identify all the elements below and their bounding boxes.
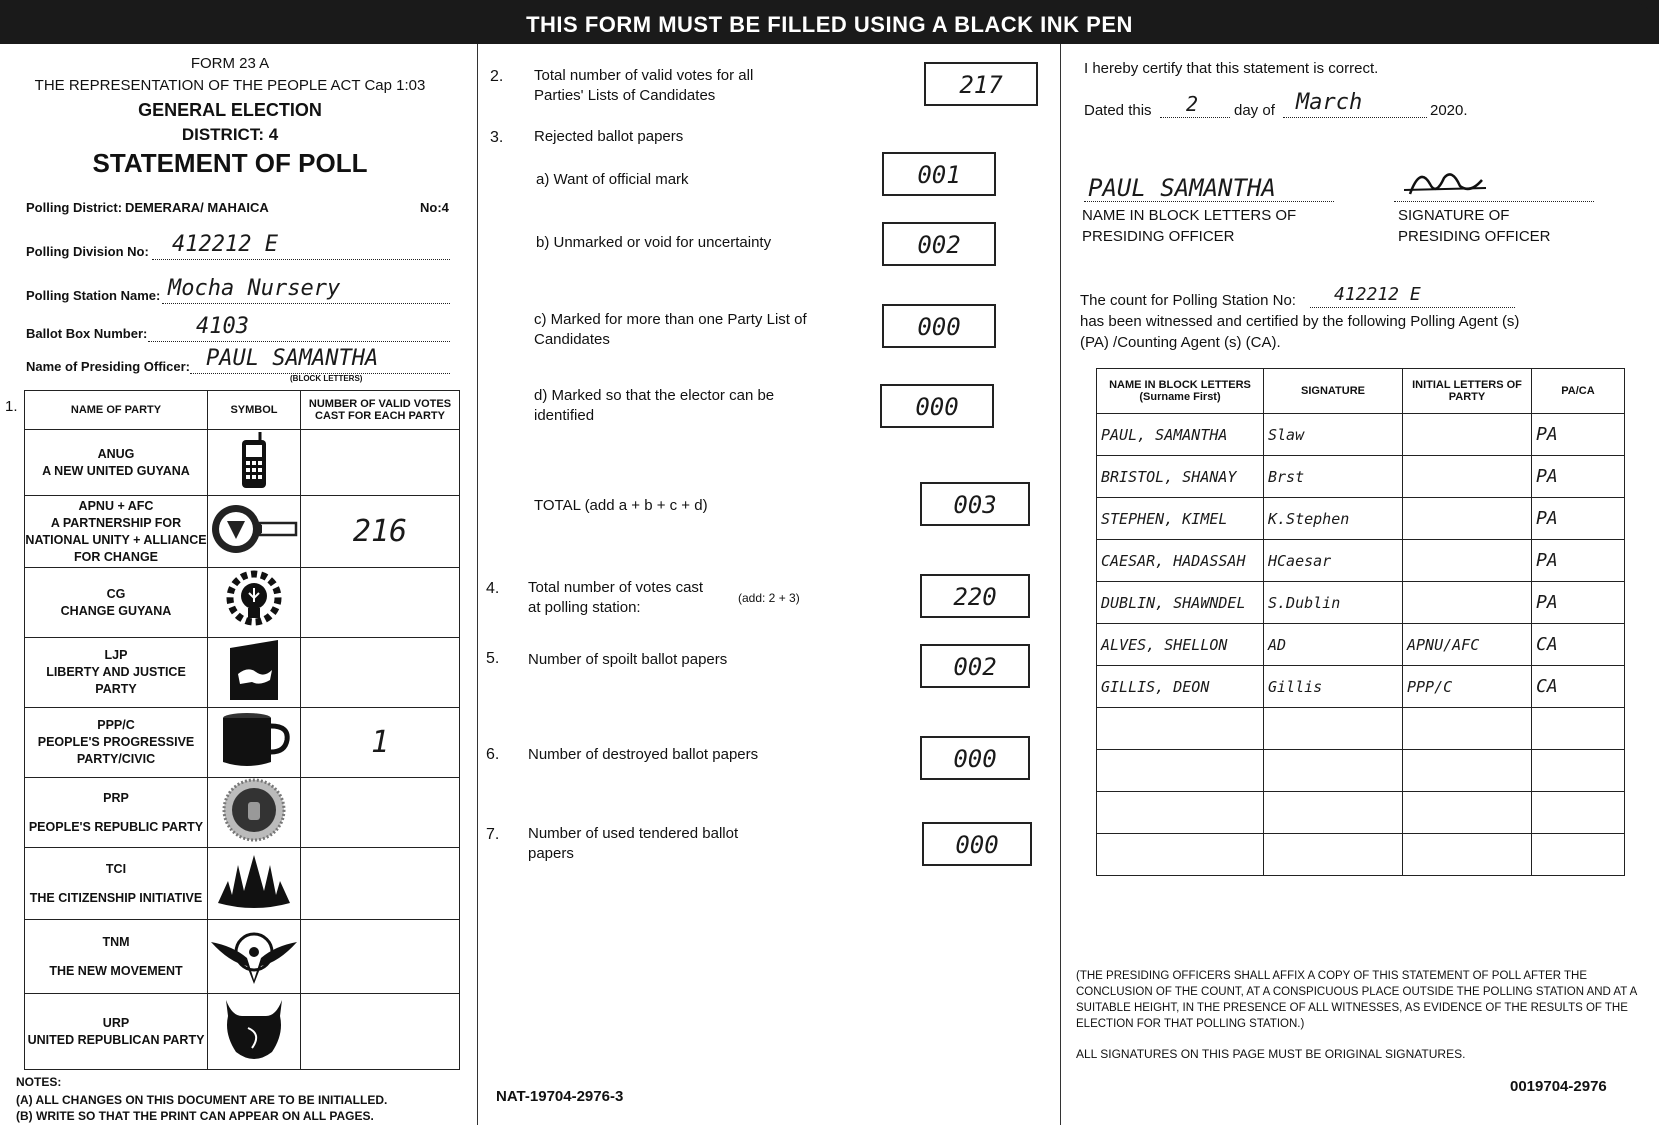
polling-station-value: Mocha Nursery [168, 276, 341, 301]
party-name: PEOPLE'S REPUBLIC PARTY [28, 819, 204, 834]
election-title: GENERAL ELECTION [138, 100, 322, 120]
ballot-box-label: Ballot Box Number: [26, 326, 148, 341]
agent-role: PA [1532, 582, 1625, 624]
party-abbr: TCI [105, 861, 127, 876]
table-row [25, 708, 460, 778]
agent-party [1403, 792, 1532, 834]
table-row [25, 430, 460, 496]
affix-note: (THE PRESIDING OFFICERS SHALL AFFIX A COPY OF THIS STATEMENT OF POLL AFTER THE CONCLUSION OF THE COUNT, AT A CONSPICUOUS PLACE OUTSIDE THE POLLING STATION AND AT A SUITABLE HEIGHT, IN THE PRESENCE OF ALL WITNESSES, AS EVIDENCE OF THE RESULTS OF THE ELECTION FOR THAT POLLING STATION.) [1076, 970, 1637, 1030]
agent-name [1097, 750, 1264, 792]
col-agent-name: NAME IN BLOCK LETTERS (Surname First) [1097, 369, 1264, 414]
party-name: A NEW UNITED GUYANA [42, 463, 190, 478]
votes-cell [301, 994, 460, 1070]
agent-signature [1264, 750, 1403, 792]
page-title: STATEMENT OF POLL [92, 148, 368, 178]
item-3c-value: 000 [882, 304, 996, 348]
agent-name: DUBLIN, SHAWNDEL [1097, 582, 1264, 624]
agent-signature [1264, 834, 1403, 876]
polling-district-no: No:4 [420, 200, 449, 215]
party-abbr: CG [106, 586, 126, 601]
agent-name [1097, 792, 1264, 834]
agent-role: PA [1532, 414, 1625, 456]
agent-party [1403, 414, 1532, 456]
agents-table [1096, 368, 1625, 876]
col-party-initials: INITIAL LETTERS OF PARTY [1403, 369, 1532, 414]
dotted-line [162, 302, 450, 304]
party-cell [25, 994, 208, 1070]
column-divider-right [1060, 44, 1061, 1125]
item-2-value: 217 [924, 62, 1038, 106]
count-prefix: The count for Polling Station No: [1080, 292, 1296, 309]
dotted-line [1394, 200, 1594, 202]
votes-cell: 1 [301, 708, 460, 778]
ballot-box-value: 4103 [196, 314, 249, 339]
votes-cell [301, 920, 460, 994]
dated-year: 2020. [1430, 102, 1468, 119]
agent-party [1403, 750, 1532, 792]
document-code: NAT-19704-2976-3 [496, 1088, 624, 1105]
dated-prefix: Dated this [1084, 102, 1152, 119]
votes-cell [301, 638, 460, 708]
party-name: LIBERTY AND JUSTICE PARTY [46, 665, 186, 696]
agent-signature: Slaw [1264, 414, 1403, 456]
presiding-officer-label: Name of Presiding Officer: [26, 359, 190, 374]
agent-signature: Brst [1264, 456, 1403, 498]
agent-name [1097, 834, 1264, 876]
agent-signature: AD [1264, 624, 1403, 666]
item-3d-value: 000 [880, 384, 994, 428]
dated-month: March [1296, 90, 1363, 115]
agent-role [1532, 792, 1625, 834]
party-abbr: URP [102, 1015, 130, 1030]
party-cell [25, 848, 208, 920]
bull-icon [208, 994, 301, 1070]
agent-party [1403, 834, 1532, 876]
original-signatures-note: ALL SIGNATURES ON THIS PAGE MUST BE ORIGINAL SIGNATURES. [1076, 1047, 1466, 1061]
polling-division-value: 412212 E [172, 232, 278, 257]
table-row [25, 568, 460, 638]
agent-name [1097, 708, 1264, 750]
agent-signature: K.Stephen [1264, 498, 1403, 540]
col-pa-ca: PA/CA [1532, 369, 1625, 414]
dated-day: 2 [1186, 92, 1199, 116]
leaf-burst-icon [208, 848, 301, 920]
party-name: THE CITIZENSHIP INITIATIVE [29, 890, 203, 905]
party-cell [25, 708, 208, 778]
agent-role: PA [1532, 456, 1625, 498]
polling-division-label: Polling Division No: [26, 244, 149, 259]
agent-name: BRISTOL, SHANAY [1097, 456, 1264, 498]
table-row [1097, 834, 1625, 876]
item-3a-value: 001 [882, 152, 996, 196]
party-cell [25, 430, 208, 496]
agent-role [1532, 834, 1625, 876]
item-3d-label: d) Marked so that the elector can be identified [534, 387, 775, 424]
table-row [1097, 414, 1625, 456]
table-row [1097, 540, 1625, 582]
agent-name: CAESAR, HADASSAH [1097, 540, 1264, 582]
item-1-number: 1. [5, 398, 18, 415]
item-3a-label: a) Want of official mark [536, 171, 689, 188]
table-row [1097, 498, 1625, 540]
total-value: 003 [920, 482, 1030, 526]
handshake-icon [208, 638, 301, 708]
agent-role: CA [1532, 624, 1625, 666]
act-title: THE REPRESENTATION OF THE PEOPLE ACT Cap 1:03 [34, 77, 426, 94]
votes-cell: 216 [301, 496, 460, 568]
party-abbr: PRP [103, 790, 129, 805]
item-6-label: Number of destroyed ballot papers [528, 746, 759, 763]
agent-signature: HCaesar [1264, 540, 1403, 582]
party-abbr: LJP [104, 648, 128, 662]
dotted-line [152, 258, 450, 260]
item-7-number: 7. [486, 826, 500, 843]
table-row [1097, 708, 1625, 750]
serial-number: 0019704-2976 [1510, 1078, 1607, 1095]
item-7-label: Number of used tendered ballot papers [528, 825, 739, 862]
item-3-label: Rejected ballot papers [534, 128, 684, 145]
table-row [25, 994, 460, 1070]
party-name: A PARTNERSHIP FOR NATIONAL UNITY + ALLIANCE FOR CHANGE [25, 515, 207, 564]
item-3c-label: c) Marked for more than one Party List of Candidates [534, 311, 807, 348]
item-2-label: Total number of valid votes for all Parties' Lists of Candidates [534, 67, 754, 104]
party-cell [25, 638, 208, 708]
total-label: TOTAL (add a + b + c + d) [534, 497, 708, 514]
item-6-number: 6. [486, 746, 500, 763]
party-cell [25, 920, 208, 994]
note-b: (B) WRITE SO THAT THE PRINT CAN APPEAR ON ALL PAGES. [16, 1109, 374, 1123]
agent-name: PAUL, SAMANTHA [1097, 414, 1264, 456]
presiding-officer-name: PAUL SAMANTHA [1088, 174, 1276, 202]
col-symbol: SYMBOL [208, 391, 301, 430]
party-name: THE NEW MOVEMENT [49, 963, 183, 978]
dated-mid: day of [1234, 102, 1275, 119]
agent-signature [1264, 708, 1403, 750]
table-row [1097, 666, 1625, 708]
cup-icon [208, 708, 301, 778]
count-rest: has been witnessed and certified by the following Polling Agent (s) (PA) /Counting Agent (s) (CA). [1080, 313, 1520, 351]
agent-role [1532, 750, 1625, 792]
agent-signature [1264, 792, 1403, 834]
form-number: FORM 23 A [190, 55, 270, 72]
party-name: CHANGE GUYANA [60, 603, 172, 618]
item-4-label: Total number of votes cast at polling station: [528, 579, 704, 616]
votes-cell [301, 568, 460, 638]
lantern-sun-icon [208, 778, 301, 848]
col-signature: SIGNATURE [1264, 369, 1403, 414]
item-6-value: 000 [920, 736, 1030, 780]
key-icon [208, 496, 301, 568]
agent-signature: S.Dublin [1264, 582, 1403, 624]
item-4-value: 220 [920, 574, 1030, 618]
dotted-line [1283, 116, 1427, 118]
phone-icon [208, 430, 301, 496]
bulb-gear-icon [208, 568, 301, 638]
certify-text: I hereby certify that this statement is correct. [1084, 60, 1379, 77]
col-valid-votes: NUMBER OF VALID VOTES CAST FOR EACH PARTY [301, 391, 460, 430]
dotted-line [1310, 306, 1515, 308]
dotted-line [148, 340, 450, 342]
votes-cell [301, 430, 460, 496]
name-label: NAME IN BLOCK LETTERS OF PRESIDING OFFICER [1082, 207, 1297, 245]
agent-name: STEPHEN, KIMEL [1097, 498, 1264, 540]
agent-name: GILLIS, DEON [1097, 666, 1264, 708]
note-a: (A) ALL CHANGES ON THIS DOCUMENT ARE TO BE INITIALLED. [16, 1093, 388, 1107]
agent-party: APNU/AFC [1403, 624, 1532, 666]
agent-role: PA [1532, 540, 1625, 582]
agent-role: PA [1532, 498, 1625, 540]
table-header-row [1097, 369, 1625, 414]
votes-cell [301, 848, 460, 920]
table-row [25, 638, 460, 708]
polling-district-label: Polling District: [26, 200, 123, 215]
eagle-icon [208, 920, 301, 994]
item-3-number: 3. [490, 129, 504, 146]
table-row [1097, 792, 1625, 834]
dotted-line [1084, 200, 1334, 202]
dotted-line [1160, 116, 1230, 118]
party-name: UNITED REPUBLICAN PARTY [27, 1032, 205, 1047]
agent-party [1403, 582, 1532, 624]
party-abbr: APNU + AFC [78, 498, 154, 513]
party-votes-table [24, 390, 460, 1070]
agent-party: PPP/C [1403, 666, 1532, 708]
table-row [1097, 582, 1625, 624]
item-3b-value: 002 [882, 222, 996, 266]
polling-district-value: DEMERARA/ MAHAICA [125, 200, 269, 215]
item-4-number: 4. [486, 580, 500, 597]
party-cell [25, 496, 208, 568]
agent-name: ALVES, SHELLON [1097, 624, 1264, 666]
item-4-hint: (add: 2 + 3) [738, 591, 800, 605]
table-row [25, 778, 460, 848]
votes-cell [301, 778, 460, 848]
party-abbr: PPP/C [97, 718, 135, 732]
agent-party [1403, 456, 1532, 498]
item-5-value: 002 [920, 644, 1030, 688]
agent-role [1532, 708, 1625, 750]
agent-role: CA [1532, 666, 1625, 708]
table-row [25, 496, 460, 568]
table-row [1097, 456, 1625, 498]
party-abbr: ANUG [97, 446, 135, 461]
district-title: DISTRICT: 4 [181, 125, 279, 144]
col-party-name: NAME OF PARTY [25, 391, 208, 430]
agent-party [1403, 708, 1532, 750]
signature-label: SIGNATURE OF PRESIDING OFFICER [1398, 207, 1551, 245]
agent-party [1403, 498, 1532, 540]
count-value: 412212 E [1334, 284, 1421, 305]
party-cell [25, 778, 208, 848]
item-3b-label: b) Unmarked or void for uncertainty [536, 234, 772, 251]
presiding-officer-value: PAUL SAMANTHA [206, 346, 379, 371]
party-name: PEOPLE'S PROGRESSIVE PARTY/CIVIC [37, 735, 195, 766]
notes-title: NOTES: [16, 1075, 62, 1089]
table-row [25, 920, 460, 994]
column-divider-left [477, 44, 478, 1125]
agent-party [1403, 540, 1532, 582]
block-letters-note: (BLOCK LETTERS) [290, 374, 363, 383]
polling-station-label: Polling Station Name: [26, 288, 161, 303]
agent-signature: Gillis [1264, 666, 1403, 708]
item-5-label: Number of spoilt ballot papers [528, 651, 728, 668]
table-row [1097, 750, 1625, 792]
party-abbr: TNM [102, 934, 130, 949]
table-row [1097, 624, 1625, 666]
party-cell [25, 568, 208, 638]
form-banner: THIS FORM MUST BE FILLED USING A BLACK INK PEN [0, 0, 1659, 44]
item-5-number: 5. [486, 650, 500, 667]
item-2-number: 2. [490, 68, 504, 85]
table-row [25, 848, 460, 920]
item-7-value: 000 [922, 822, 1032, 866]
presiding-officer-signature [1400, 164, 1490, 204]
table-header-row [25, 391, 460, 430]
